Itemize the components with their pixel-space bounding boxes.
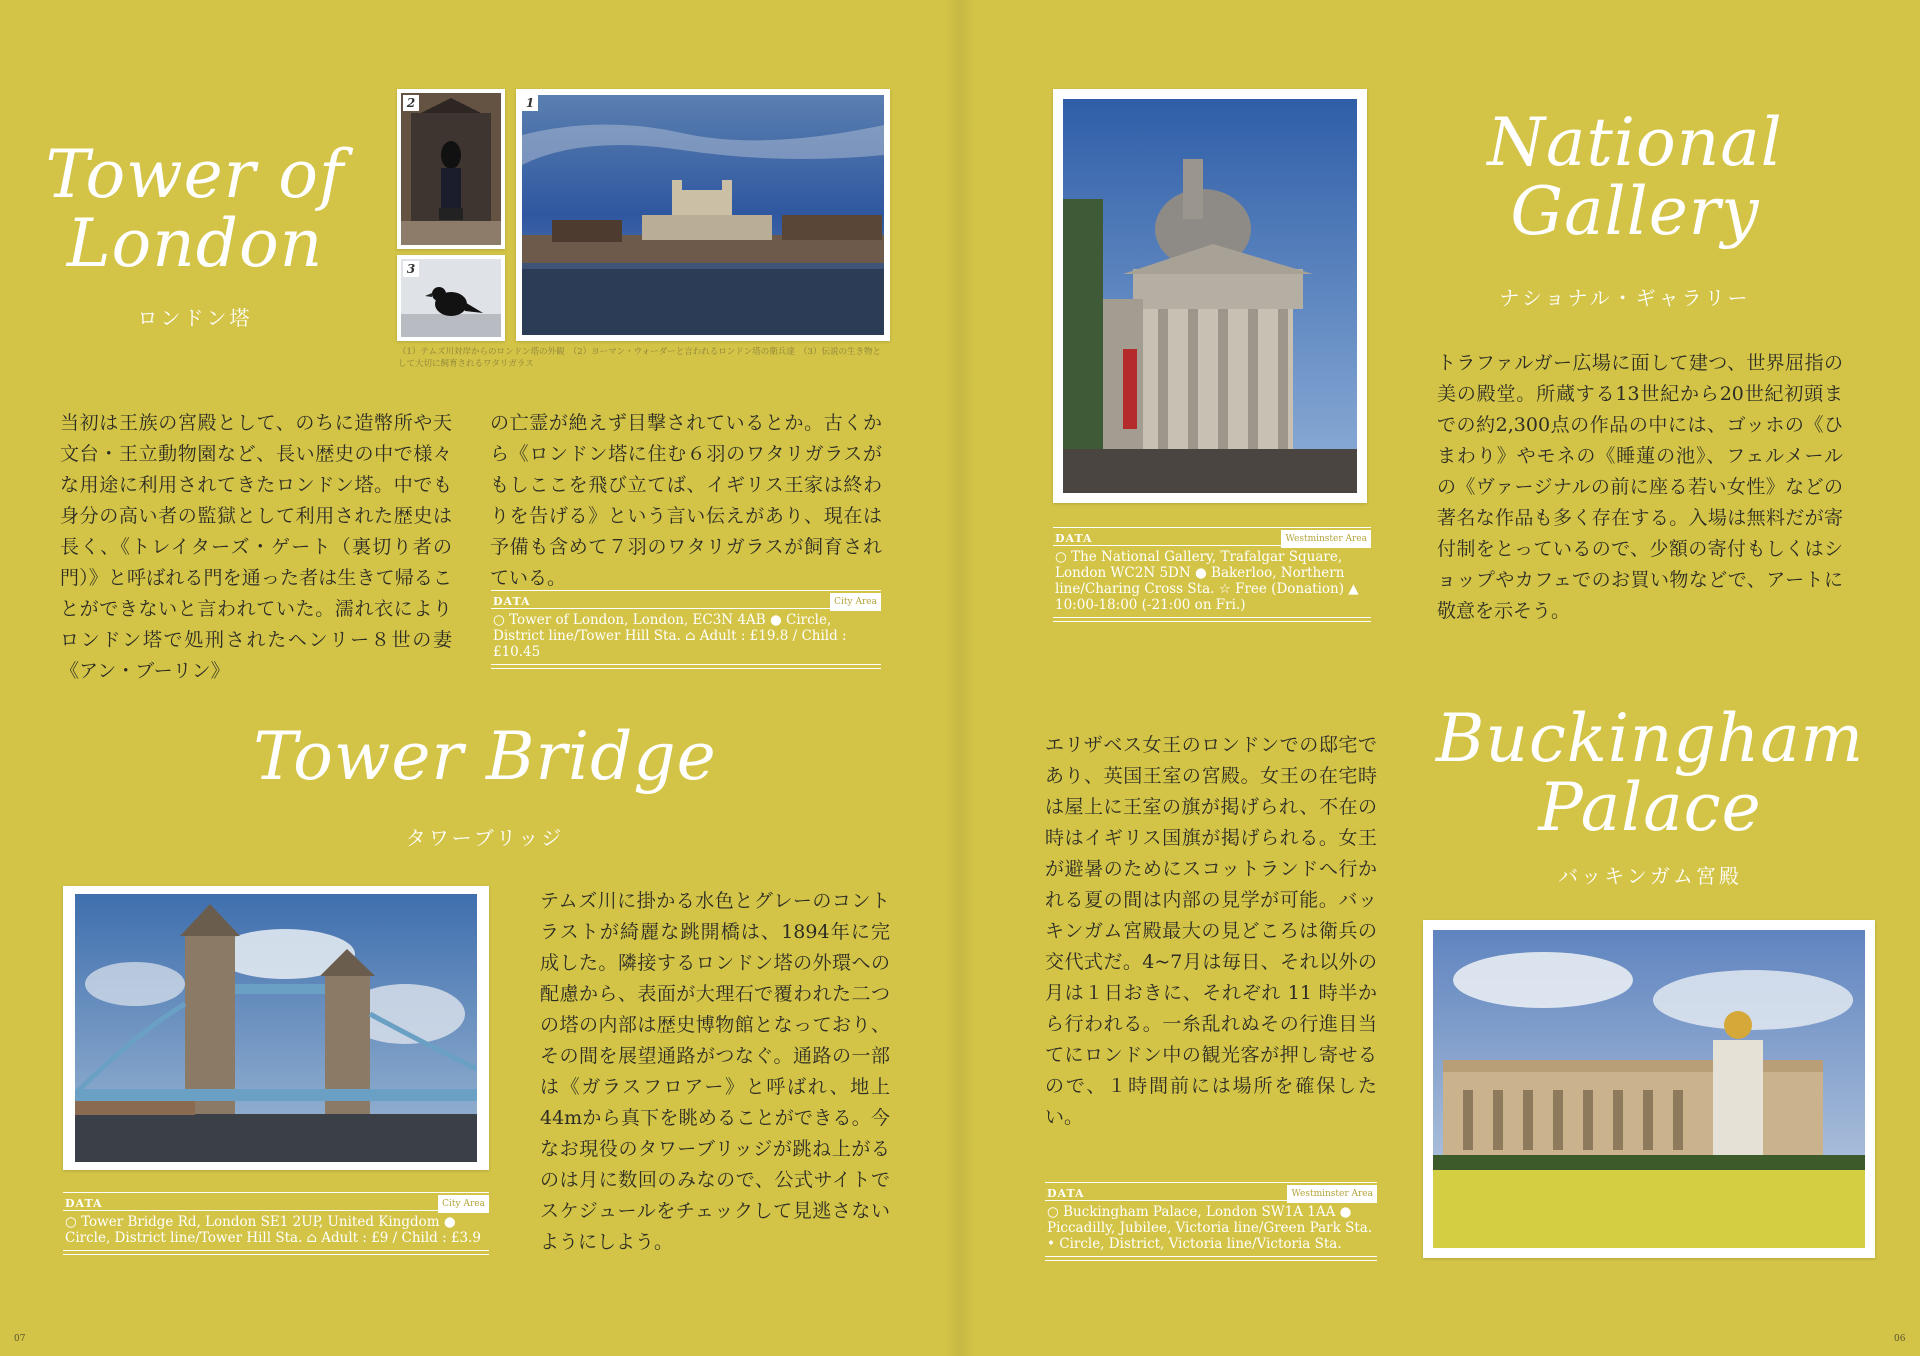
buckingham-palace-subtitle: バッキンガム宮殿 [1558,864,1742,888]
buckingham-palace-data [1045,1182,1377,1261]
data-divider [1053,618,1371,622]
national-gallery-data [1053,527,1371,622]
page-number-left: 07 [14,1334,26,1344]
photo-buckingham-palace [1423,920,1875,1258]
tower-of-london-caption: （1）テムズ川対岸からのロンドン塔の外観 （2）ヨーマン・ウォーダーと言われるロンドン塔の衛兵達 （3）伝説の生き物として大切に飼育されるワタリガラス [398,347,881,369]
data-divider [63,1251,489,1255]
tower-of-london-subtitle: ロンドン塔 [137,306,253,330]
data-header [1045,1182,1377,1201]
national-gallery-title: National Gallery [1487,104,1783,251]
photo-tower-of-london [516,89,890,341]
data-text: ○ The National Gallery, Trafalgar Square, London WC2N 5DN ● Bakerloo, Northern line/Charing Cross Sta. ☆ Free (Donation) ▲ 10:00-18:00 (-21:00 on Fri.) [1053,546,1371,618]
data-header [491,590,881,609]
tower-bridge-subtitle: タワーブリッジ [405,826,565,850]
photo-number-3: 3 [403,261,419,277]
tower-bridge-body: テムズ川に掛かる水色とグレーのコントラストが綺麗な跳開橋は、1894年に完成した。隣接するロンドン塔の外環への配慮から、表面が大理石で覆われた二つの塔の内部は歴史博物館となっており、その間を展望通路がつなぐ。通路の一部は《ガラスフロアー》と呼ばれ、地上44mから真下を眺めることができる。今なお現役のタワーブリッジが跳ね上がるのは月に数回のみなので、公式サイトでスケジュールをチェックして見逃さないようにしよう。 [540,890,890,1253]
page-number-right: 06 [1894,1334,1906,1344]
photo-number-1: 1 [522,95,538,111]
data-divider [1045,1257,1377,1261]
area-badge: Westminster Area [1281,530,1371,548]
tower-of-london-data [491,590,881,669]
page-fold [944,0,976,1356]
data-header [1053,527,1371,546]
data-text: ○ Tower of London, London, EC3N 4AB ● Circle, District line/Tower Hill Sta. ⌂ Adult : £19.8 / Child : £10.45 [491,609,881,665]
national-gallery-subtitle: ナショナル・ギャラリー [1499,286,1751,310]
data-divider [491,665,881,669]
buckingham-palace-body: エリザベス女王のロンドンでの邸宅であり、英国王室の宮殿。女王の在宅時は屋上に王室の旗が掲げられ、不在の時はイギリス国旗が掲げられる。女王が避暑のためにスコットランドへ行かれる夏の間は内部の見学が可能。バッキンガム宮殿最大の見どころは衛兵の交代式だ。4~7月は毎日、それ以外の月は１日おきに、それぞれ 11 時半から行われる。一糸乱れぬその行進目当てにロンドン中の観光客が押し寄せるので、１時間前には場所を確保したい。 [1045,734,1377,1128]
photo-number-2: 2 [403,95,419,111]
area-badge: City Area [438,1195,489,1213]
data-label: DATA [65,1197,103,1210]
data-label: DATA [1055,532,1093,545]
area-badge: Westminster Area [1287,1185,1377,1203]
data-label: DATA [493,595,531,608]
data-text: ○ Buckingham Palace, London SW1A 1AA ● Piccadilly, Jubilee, Victoria line/Green Park Sta. • Circle, District, Victoria line/Victoria Sta. [1045,1201,1377,1257]
tower-of-london-body-col1: 当初は王族の宮殿として、のちに造幣所や天文台・王立動物園など、長い歴史の中で様々な用途に利用されてきたロンドン塔。中でも身分の高い者の監獄として利用された歴史は長く、《トレイターズ・ゲート（裏切り者の門）》と呼ばれる門を通った者は生きて帰ることができないと言われていた。濡れ衣によりロンドン塔で処刑されたヘンリー８世の妻《アン・ブーリン》 [60,412,452,682]
photo-raven [397,255,505,341]
national-gallery-body: トラファルガー広場に面して建つ、世界屈指の美の殿堂。所蔵する13世紀から20世紀初頭までの約2,300点の作品の中には、ゴッホの《ひまわり》やモネの《睡蓮の池》、フェルメールの《ヴァージナルの前に座る若い女性》などの著名な作品も多く存在する。入場は無料だが寄付制をとっているので、少額の寄付もしくはショップやカフェでのお買い物などで、アートに敬意を示そう。 [1437,352,1843,622]
data-label: DATA [1047,1187,1085,1200]
data-text: ○ Tower Bridge Rd, London SE1 2UP, United Kingdom ● Circle, District line/Tower Hill Sta. ⌂ Adult : £9 / Child : £3.9 [63,1211,489,1251]
tower-bridge-title: Tower Bridge [253,718,717,795]
tower-bridge-data [63,1192,489,1255]
buckingham-palace-title: Buckingham Palace [1435,700,1865,847]
tower-of-london-title: Tower of London [45,136,345,283]
data-header [63,1192,489,1211]
photo-national-gallery [1053,89,1367,503]
tower-of-london-body-col2: の亡霊が絶えず目撃されているとか。古くから《ロンドン塔に住む６羽のワタリガラスがもしここを飛び立てば、イギリス王家は終わりを告げる》という言い伝えがあり、現在は予備も含めて７羽のワタリガラスが飼育されている。 [490,412,882,589]
area-badge: City Area [830,593,881,611]
photo-tower-bridge [63,886,489,1170]
photo-yeoman-warder [397,89,505,249]
